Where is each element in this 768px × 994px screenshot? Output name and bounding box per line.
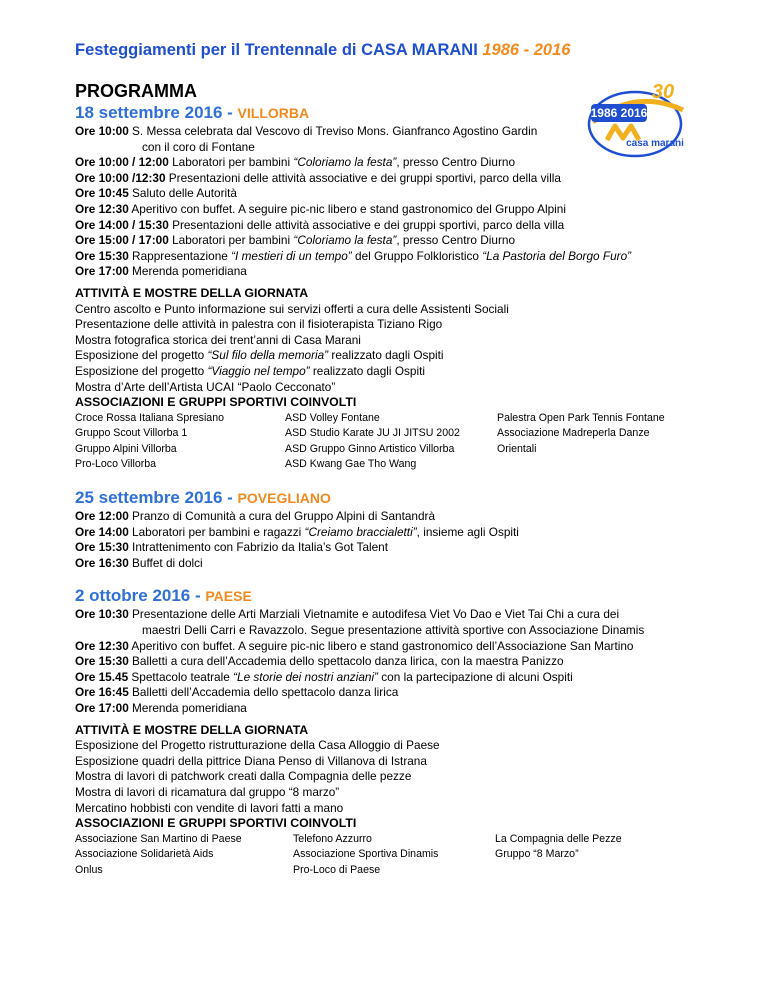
- activity-text: Mostra d’Arte dell’Artista UCAI “Paolo Cecconato”: [75, 379, 336, 394]
- schedule-text: S. Messa celebrata dal Vescovo di Treviso Mons. Gianfranco Agostino Gardin: [128, 124, 538, 138]
- group-name: La Compagnia delle Pezze: [495, 832, 622, 845]
- title-years: 1986 - 2016: [482, 41, 571, 59]
- activity-text: Presentazione delle attività in palestra con il fisioterapista Tiziano Rigo: [75, 317, 443, 332]
- group-name: Croce Rossa Italiana Spresiano: [75, 411, 224, 424]
- schedule-text: Presentazione delle Arti Marziali Vietnamite e autodifesa Viet Vo Dao e Viet Tai Chi a cura dei: [128, 607, 620, 622]
- schedule-time: Ore 15:30: [75, 248, 129, 263]
- schedule-item: [75, 654, 715, 670]
- schedule-povegliano: [75, 509, 715, 571]
- schedule-time: Ore 12:30: [75, 638, 129, 653]
- group-name: Pro-Loco Villorba: [75, 458, 157, 471]
- activity-item: [75, 801, 715, 817]
- activity-text: Mostra di lavori di ricamatura dal gruppo “8 marzo”: [75, 784, 340, 799]
- activity-text: Esposizione del progetto: [75, 348, 208, 363]
- schedule-item: [75, 186, 715, 202]
- schedule-item: [75, 202, 715, 218]
- schedule-time: Ore 15:30: [75, 654, 129, 669]
- activity-item: [75, 380, 715, 396]
- schedule-item: [75, 525, 715, 541]
- activity-item: [75, 738, 715, 754]
- activity-item: [75, 364, 715, 380]
- group-name: ASD Volley Fontane: [285, 411, 380, 424]
- schedule-item: [75, 701, 715, 717]
- schedule-text: Spettacolo teatrale: [128, 669, 234, 684]
- schedule-item: [75, 670, 715, 686]
- schedule-item: [75, 540, 715, 556]
- activities-heading: ATTIVITÀ E MOSTRE DELLA GIORNATA: [75, 285, 309, 300]
- group-name: Associazione Madreperla Danze: [497, 427, 650, 440]
- schedule-item: [75, 249, 715, 265]
- schedule-text: Aperitivo con buffet. A seguire pic-nic libero e stand gastronomico dell’Associazione San Martino: [128, 638, 634, 653]
- schedule-title: “La Pastoria del Borgo Furo”: [482, 248, 632, 263]
- activity-item: [75, 317, 715, 333]
- group-name: Associazione Sportiva Dinamis: [293, 848, 439, 861]
- schedule-time: Ore 10:00 / 12:00: [75, 155, 169, 170]
- schedule-time: Ore 15:00 / 17:00: [75, 233, 169, 248]
- activities-heading: ATTIVITÀ E MOSTRE DELLA GIORNATA: [75, 722, 309, 737]
- section-paese-title: [75, 585, 715, 607]
- groups-column: [75, 832, 293, 879]
- schedule-text: Merenda pomeridiana: [128, 264, 247, 279]
- logo-years: 1986 2016: [590, 106, 648, 120]
- group-name: Gruppo “8 Marzo”: [495, 848, 579, 861]
- schedule-title: “I mestieri di un tempo”: [231, 248, 352, 263]
- schedule-text: del Gruppo Folkloristico: [351, 248, 483, 263]
- schedule-text: Pranzo di Comunità a cura del Gruppo Alpini di Santandrà: [128, 509, 436, 524]
- schedule-time: Ore 10:45: [75, 186, 129, 201]
- activity-item: [75, 769, 715, 785]
- group-name: Gruppo Alpini Villorba: [75, 442, 177, 455]
- section-place: POVEGLIANO: [237, 490, 331, 507]
- activity-text: Mostra fotografica storica dei trent’anni di Casa Marani: [75, 332, 361, 347]
- activity-item: [75, 348, 715, 364]
- activity-text: realizzato dagli Ospiti: [328, 348, 444, 363]
- schedule-time: Ore 16:30: [75, 555, 129, 570]
- groups-column: [497, 411, 697, 473]
- schedule-text: Saluto delle Autorità: [128, 186, 237, 201]
- schedule-text: Laboratori per bambini: [168, 233, 294, 248]
- activity-title: “Sul filo della memoria”: [207, 348, 329, 363]
- schedule-continuation: con il coro di Fontane: [142, 139, 255, 154]
- schedule-time: Ore 17:00: [75, 264, 129, 279]
- groups-column: [495, 832, 695, 879]
- group-name: Palestra Open Park Tennis Fontane: [497, 411, 665, 424]
- schedule-item: [75, 218, 715, 234]
- schedule-text: Presentazioni delle attività associative e dei gruppi sportivi, parco della villa: [168, 217, 565, 232]
- schedule-item: [75, 233, 715, 249]
- logo-brand: casa marani: [626, 138, 684, 149]
- activity-item: [75, 302, 715, 318]
- schedule-text: Intrattenimento con Fabrizio da Italia’s Got Talent: [128, 540, 389, 555]
- schedule-text: Laboratori per bambini e ragazzi: [128, 524, 305, 539]
- schedule-title: “Coloriamo la festa”: [293, 233, 397, 248]
- schedule-item: [75, 556, 715, 572]
- schedule-time: Ore 10:00: [75, 124, 129, 138]
- group-name: ASD Gruppo Ginno Artistico Villorba: [285, 442, 455, 455]
- schedule-text: Balletti dell’Accademia dello spettacolo danza lirica: [128, 685, 399, 700]
- schedule-time: Ore 10:30: [75, 607, 129, 622]
- activity-text: Esposizione del Progetto ristrutturazione della Casa Alloggio di Paese: [75, 738, 440, 753]
- schedule-text: Aperitivo con buffet. A seguire pic-nic libero e stand gastronomico del Gruppo Alpini: [128, 201, 566, 216]
- schedule-time: Ore 12:30: [75, 201, 129, 216]
- schedule-paese: [75, 607, 715, 716]
- schedule-text: Rappresentazione: [128, 248, 232, 263]
- schedule-title: “Creiamo braccialetti”: [304, 524, 417, 539]
- schedule-item: [75, 509, 715, 525]
- groups-villorba: [75, 411, 715, 473]
- schedule-text: , insieme agli Ospiti: [416, 524, 519, 539]
- activity-text: realizzato dagli Ospiti: [309, 363, 425, 378]
- schedule-text: Merenda pomeridiana: [128, 701, 247, 715]
- section-date: 18 settembre 2016 -: [75, 103, 238, 122]
- group-name: Gruppo Scout Villorba 1: [75, 427, 188, 440]
- schedule-time: Ore 14:00 / 15:30: [75, 217, 169, 232]
- schedule-time: Ore 14:00: [75, 524, 129, 539]
- section-place: PAESE: [205, 588, 252, 605]
- section-povegliano-title: [75, 487, 715, 509]
- schedule-time: Ore 17:00: [75, 701, 129, 715]
- activity-text: Esposizione del progetto: [75, 363, 208, 378]
- document-title: [75, 40, 715, 60]
- activity-text: Esposizione quadri della pittrice Diana Penso di Villanova di Istrana: [75, 753, 427, 768]
- schedule-item: [75, 607, 715, 638]
- schedule-item: [75, 171, 715, 187]
- groups-column: [75, 411, 285, 473]
- schedule-item: [75, 685, 715, 701]
- activity-title: “Viaggio nel tempo”: [207, 363, 310, 378]
- schedule-text: Buffet di dolci: [128, 555, 203, 570]
- activity-item: [75, 785, 715, 801]
- group-name: Pro-Loco di Paese: [293, 863, 381, 876]
- group-name: Associazione Solidarietà Aids: [75, 848, 214, 861]
- group-name: ASD Kwang Gae Tho Wang: [285, 458, 417, 471]
- group-name: ASD Studio Karate JU JI JITSU 2002: [285, 427, 460, 440]
- activities-paese: [75, 738, 715, 816]
- schedule-text: , presso Centro Diurno: [396, 155, 516, 170]
- group-name: Orientali: [497, 442, 537, 455]
- document: [75, 40, 715, 879]
- section-date: 2 ottobre 2016 -: [75, 586, 206, 606]
- activity-text: Centro ascolto e Punto informazione sui servizi offerti a cura delle Assistenti Sociali: [75, 301, 509, 316]
- schedule-item: [75, 639, 715, 655]
- groups-column: [285, 411, 497, 473]
- group-name: Telefono Azzurro: [293, 832, 372, 845]
- schedule-item: [75, 264, 715, 280]
- schedule-text: con la partecipazione di alcuni Ospiti: [378, 669, 573, 684]
- logo-anniversary: 30: [651, 81, 675, 103]
- title-text: Festeggiamenti per il Trentennale di CASA MARANI: [75, 41, 483, 59]
- schedule-time: Ore 15.45: [75, 669, 129, 684]
- groups-heading: ASSOCIAZIONI E GRUPPI SPORTIVI COINVOLTI: [75, 816, 357, 831]
- schedule-time: Ore 16:45: [75, 685, 129, 700]
- section-date: 25 settembre 2016 -: [75, 488, 238, 508]
- schedule-text: Laboratori per bambini: [168, 155, 294, 170]
- activities-villorba: [75, 302, 715, 396]
- schedule-text: Presentazioni delle attività associative e dei gruppi sportivi, parco della villa: [165, 170, 561, 185]
- groups-paese: [75, 832, 715, 879]
- groups-column: [293, 832, 495, 879]
- schedule-title: “Coloriamo la festa”: [293, 155, 397, 170]
- schedule-continuation: maestri Delli Carri e Ravazzolo. Segue presentazione attività sportive con Associazione Dinamis: [142, 623, 645, 638]
- schedule-title: “Le storie dei nostri anziani”: [233, 669, 378, 684]
- group-name: Onlus: [75, 863, 103, 876]
- section-place: VILLORBA: [237, 105, 310, 121]
- schedule-text: , presso Centro Diurno: [396, 233, 516, 248]
- groups-heading: ASSOCIAZIONI E GRUPPI SPORTIVI COINVOLTI: [75, 395, 357, 410]
- activity-text: Mostra di lavori di patchwork creati dalla Compagnia delle pezze: [75, 769, 412, 784]
- activity-text: Mercatino hobbisti con vendite di lavori fatti a mano: [75, 800, 344, 815]
- schedule-time: Ore 10:00 /12:30: [75, 170, 166, 185]
- activity-item: [75, 333, 715, 349]
- programma-heading: PROGRAMMA: [75, 81, 197, 101]
- schedule-time: Ore 15:30: [75, 540, 129, 555]
- group-name: Associazione San Martino di Paese: [75, 832, 242, 845]
- schedule-time: Ore 12:00: [75, 509, 129, 524]
- activity-item: [75, 754, 715, 770]
- casa-marani-logo: [585, 80, 690, 160]
- schedule-text: Balletti a cura dell’Accademia dello spettacolo danza lirica, con la maestra Panizzo: [128, 654, 564, 669]
